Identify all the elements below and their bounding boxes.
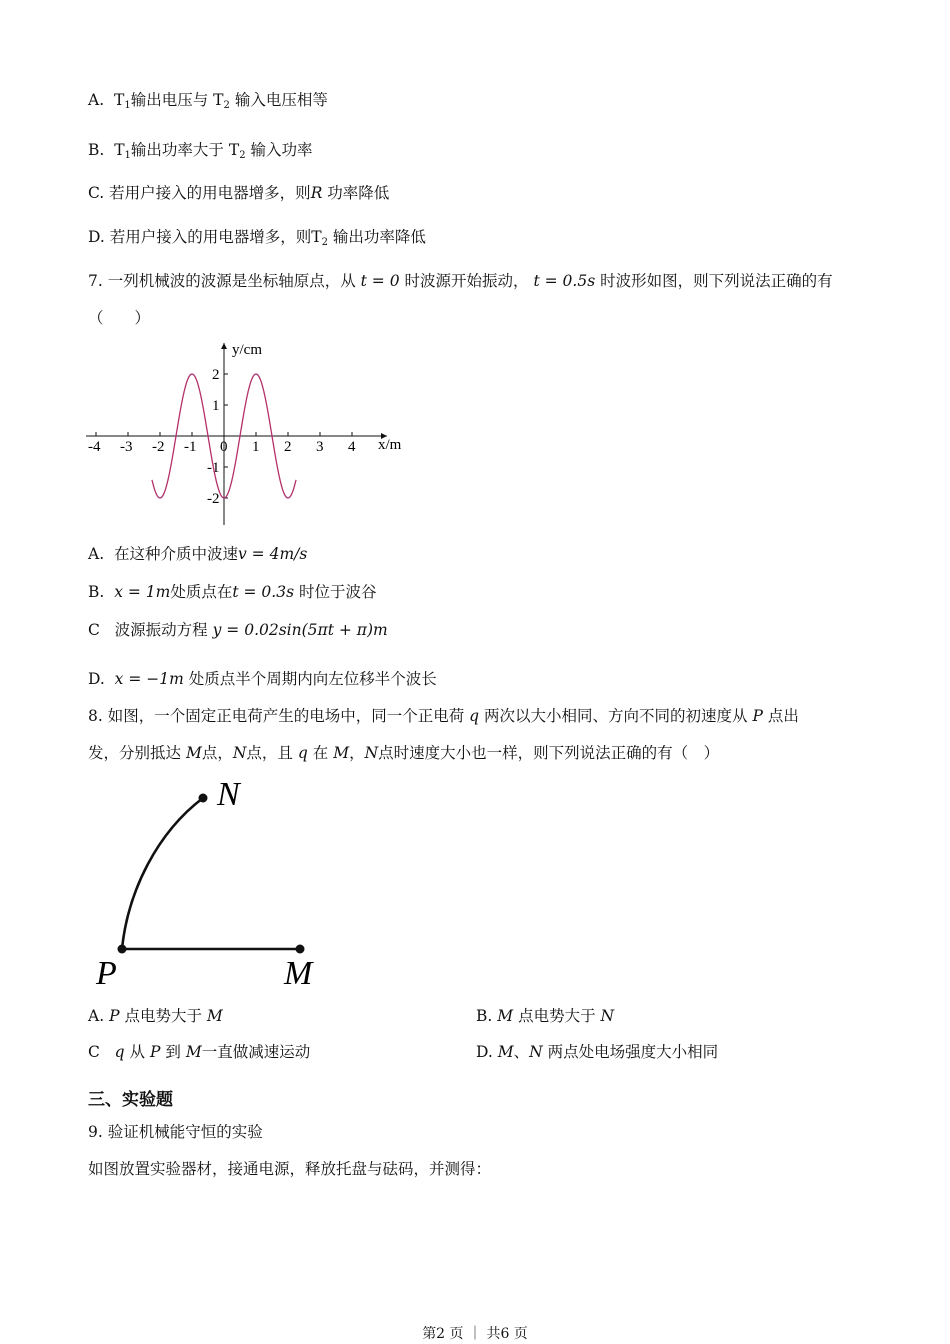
point-p xyxy=(118,945,127,954)
x-tick-label: 3 xyxy=(316,439,324,455)
wave-chart xyxy=(82,335,412,535)
q7-option-d: D. x = −1m 处质点半个周期内向左位移半个波长 xyxy=(88,670,437,688)
q7-option-a: A. 在这种介质中波速v = 4m/s xyxy=(88,545,308,563)
q9-body: 如图放置实验器材，接通电源，释放托盘与砝码，并测得： xyxy=(88,1160,492,1178)
q6-option-a: A. $T_1$输出电压与 $T_2$ 输入电压相等 xyxy=(88,91,328,111)
page-footer: 第2 页 ｜ 共6 页 xyxy=(422,1326,528,1342)
q7-answer-paren: （ ） xyxy=(88,309,151,327)
q8-stem-line1: 8. 如图，一个固定正电荷产生的电场中，同一个正电荷 q 两次以大小相同、方向不同的初速度从 P 点出 xyxy=(88,707,799,725)
q8-figure xyxy=(88,772,388,992)
label-m: M xyxy=(284,955,313,992)
point-m xyxy=(296,945,305,954)
q7-option-b: B. x = 1m处质点在t = 0.3s 时位于波谷 xyxy=(88,583,377,601)
x-tick-label: -3 xyxy=(120,439,133,455)
point-n xyxy=(199,794,208,803)
x-tick-label: 2 xyxy=(284,439,292,455)
y-tick-label: 1 xyxy=(212,398,220,414)
q8-option-c: C q 从 P 到 M一直做减速运动 xyxy=(88,1043,311,1061)
q8-option-b: B. M 点电势大于 N xyxy=(476,1007,615,1025)
x-tick-label: 1 xyxy=(252,439,260,455)
q6-option-d: D. 若用户接入的用电器增多，则$T_2$ 输出功率降低 xyxy=(88,228,426,248)
q6-option-b: B. $T_1$输出功率大于 $T_2$ 输入功率 xyxy=(88,141,313,161)
x-tick-label: -4 xyxy=(88,439,101,455)
q8-option-d: D. M、N 两点处电场强度大小相同 xyxy=(476,1043,719,1061)
section-heading: 三、实验题 xyxy=(88,1090,173,1110)
q8-option-a: A. P 点电势大于 M xyxy=(88,1007,223,1025)
q9-title: 9. 验证机械能守恒的实验 xyxy=(88,1123,263,1141)
path-p-to-n xyxy=(122,798,203,949)
q7-stem: 7. 一列机械波的波源是坐标轴原点，从 t = 0 时波源开始振动， t = 0.5s 时波形如图，则下列说法正确的有 xyxy=(88,272,833,290)
x-axis-label: x/m xyxy=(378,437,402,453)
x-tick-label: -2 xyxy=(152,439,165,455)
label-p: P xyxy=(96,955,117,992)
x-tick-label: -1 xyxy=(184,439,197,455)
x-tick-label: 4 xyxy=(348,439,356,455)
label-n: N xyxy=(217,776,240,813)
q7-option-c: C 波源振动方程 y = 0.02sin(5πt + π)m xyxy=(88,621,388,639)
q8-stem-line2: 发，分别抵达 M点，N点，且 q 在 M，N点时速度大小也一样，则下列说法正确的有（ ） xyxy=(88,744,720,762)
x-tick-label: 0 xyxy=(220,439,228,455)
y-tick-label: -1 xyxy=(207,460,220,476)
y-tick-label: 2 xyxy=(212,367,220,383)
q6-option-c: C. 若用户接入的用电器增多，则R 功率降低 xyxy=(88,184,390,202)
y-tick-label: -2 xyxy=(207,491,220,507)
y-axis-label: y/cm xyxy=(232,342,262,358)
